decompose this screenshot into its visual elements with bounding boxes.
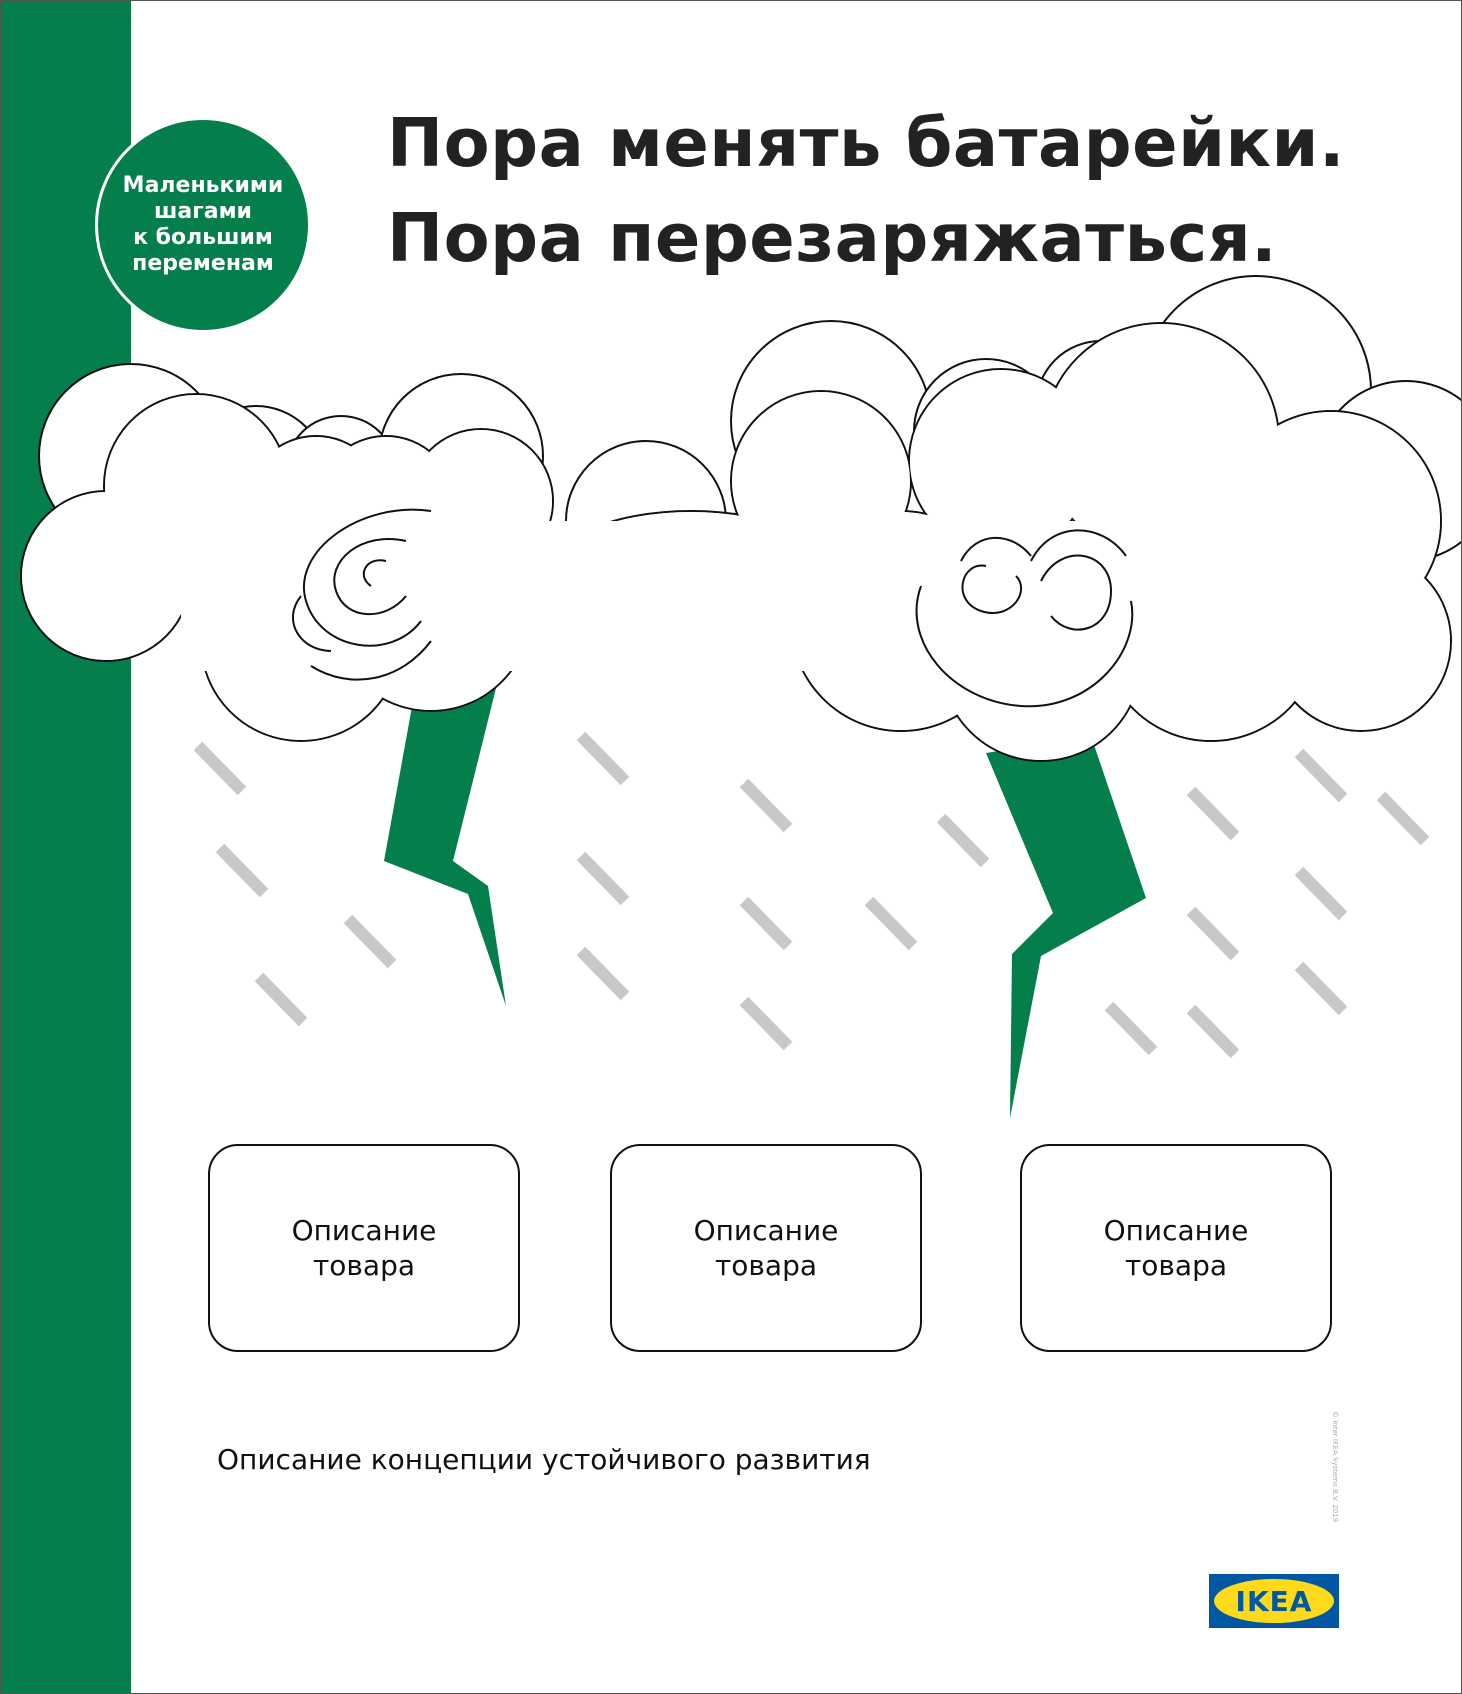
rain-drop-icon [1381,796,1425,841]
lightning-bolt-icon [986,736,1146,1118]
rain-drop-icon [1299,753,1343,798]
rain-drop-icon [1299,871,1343,916]
rain-drop-icon [348,919,392,964]
rain-drop-icon [581,856,625,901]
rain-drop-icon [220,848,264,893]
rain-drop-icon [1191,911,1235,956]
rain-drop-icon [581,951,625,996]
rain-drop-icon [1109,1006,1153,1051]
product-card[interactable] [1020,1144,1332,1352]
rain-drops [198,736,1425,1054]
rain-drop-icon [198,746,242,791]
ikea-logo-text: IKEA [1235,1585,1313,1618]
badge-text: Маленькими шагами к большим переменам [122,173,284,276]
rain-drop-icon [744,783,788,828]
product-description: Описание товара [1103,1214,1249,1282]
rain-drop-icon [941,818,985,863]
rain-drop-icon [581,736,625,781]
sustainability-concept-text: Описание концепции устойчивого развития [217,1443,871,1476]
rain-drop-icon [1191,791,1235,836]
product-card[interactable] [610,1144,922,1352]
product-card[interactable] [208,1144,520,1352]
ikea-logo[interactable] [1209,1574,1339,1628]
headline-line-1: Пора менять батарейки. [387,104,1345,182]
storm-cloud-icon [21,276,1461,761]
rain-drop-icon [1191,1009,1235,1054]
rain-drop-icon [1299,966,1343,1011]
rain-drop-icon [259,977,303,1022]
headline [387,96,1345,286]
rain-drop-icon [869,901,913,946]
headline-line-2: Пора перезаряжаться. [387,199,1278,277]
sustainability-badge [95,117,311,333]
product-description: Описание товара [291,1214,437,1282]
rain-drop-icon [744,1001,788,1046]
product-description: Описание товара [693,1214,839,1282]
copyright-notice: © Inter IKEA Systems B.V. 2019 [1331,1411,1339,1523]
rain-drop-icon [744,901,788,946]
